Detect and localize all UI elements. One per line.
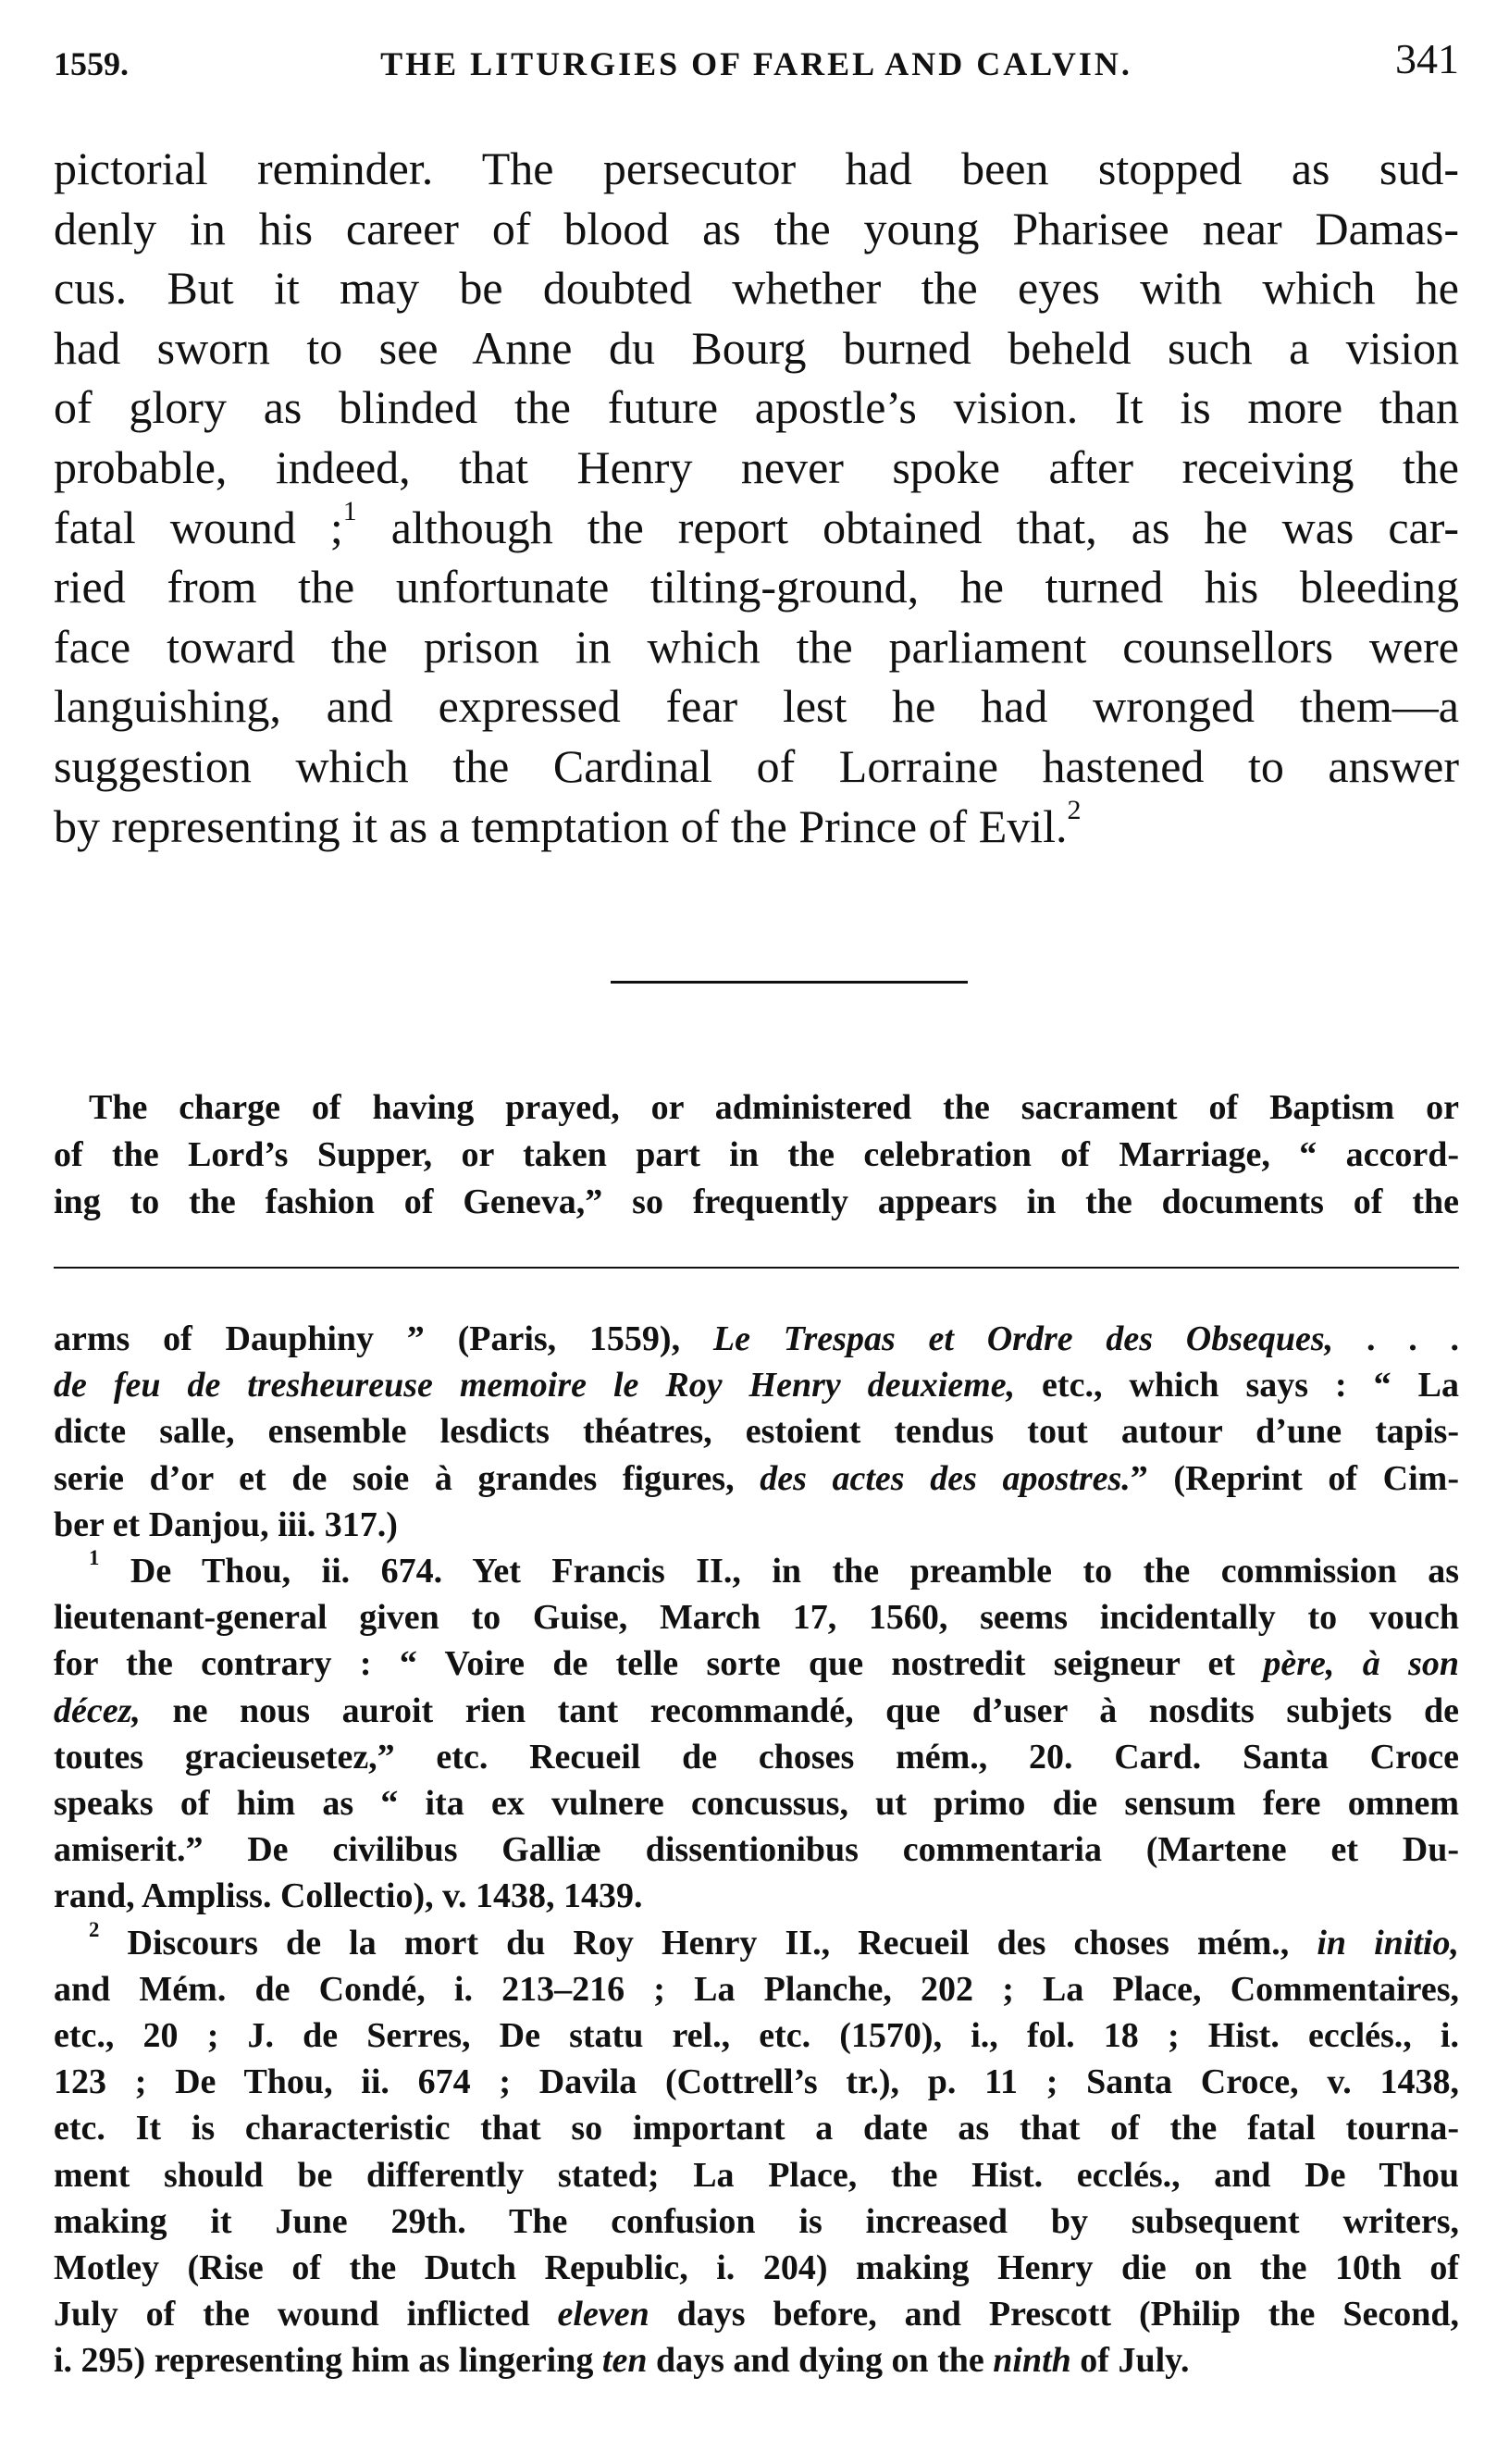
- text-segment: denly in his career of blood as the young Pharisee near Damas-: [54, 202, 1459, 254]
- text-segment: speaks of him as “ ita ex vulnere concussus, ut primo die sensum fere omnem: [54, 1784, 1459, 1824]
- text-segment: lieutenant-general given to Guise, March 17, 1560, seems incidentally to vouch: [54, 1598, 1459, 1638]
- running-header: [54, 28, 1459, 83]
- text-segment: etc., 20 ; J. de Serres, De statu rel., etc. (1570), i., fol. 18 ; Hist. ecclés., i.: [54, 2016, 1459, 2056]
- text-segment: and Mém. de Condé, i. 213–216 ; La Planche, 202 ; La Place, Commentaires,: [54, 1969, 1459, 2009]
- text-line: [54, 1688, 1459, 1734]
- italic-text: ninth: [993, 2341, 1071, 2381]
- text-segment: fatal wound ;: [54, 501, 343, 553]
- footnote-marker: 2: [1067, 794, 1082, 825]
- text-line: [54, 2291, 1459, 2337]
- text-segment: ne nous auroit rien tant recommandé, que d’user à nosdits subjets de: [140, 1690, 1459, 1730]
- text-line: [54, 2198, 1459, 2245]
- text-segment: 123 ; De Thou, ii. 674 ; Davila (Cottrell’s tr.), p. 11 ; Santa Croce, v. 1438,: [54, 2062, 1459, 2102]
- text-line: [54, 557, 1459, 617]
- italic-text: eleven: [557, 2295, 649, 2334]
- text-line: [54, 1362, 1459, 1408]
- text-line: [54, 1826, 1459, 1873]
- footnote-marker: 1: [342, 495, 357, 526]
- text-line: [54, 1502, 1459, 1548]
- text-segment: etc., which says : “ La: [1015, 1366, 1459, 1405]
- text-line: [54, 1641, 1459, 1687]
- text-segment: languishing, and expressed fear lest he had wronged them—a: [54, 680, 1459, 733]
- text-segment: of July.: [1070, 2341, 1190, 2381]
- section-divider: [611, 981, 968, 984]
- text-segment: Motley (Rise of the Dutch Republic, i. 204) making Henry die on the 10th of: [54, 2248, 1459, 2288]
- text-segment: of the Lord’s Supper, or taken part in the celebration of Marriage, “ accord-: [54, 1135, 1459, 1174]
- text-line: [54, 737, 1459, 797]
- text-line: [54, 2152, 1459, 2198]
- section-paragraph: [54, 1084, 1459, 1226]
- text-segment: although the report obtained that, as he was car-: [356, 501, 1460, 553]
- text-segment: by representing it as a temptation of the Prince of Evil.: [54, 799, 1068, 852]
- text-line: [54, 1408, 1459, 1455]
- text-line: [54, 1734, 1459, 1780]
- text-segment: De Thou, ii. 674. Yet Francis II., in the preamble to the commission as: [99, 1552, 1459, 1591]
- text-line: [54, 1548, 1459, 1594]
- header-year: 1559.: [54, 45, 129, 82]
- text-segment: days and dying on the: [647, 2341, 994, 2381]
- italic-text: décez,: [54, 1690, 141, 1730]
- text-line: [54, 1455, 1459, 1502]
- italic-text: ten: [601, 2341, 648, 2381]
- text-segment: for the contrary : “ Voire de telle sorte que nostredit seigneur et: [54, 1644, 1264, 1684]
- text-line: [54, 139, 1459, 199]
- main-paragraph: [54, 139, 1459, 856]
- text-segment: etc. It is characteristic that so important a date as that of the fatal tourna-: [54, 2109, 1459, 2148]
- text-segment: rand, Ampliss. Collectio), v. 1438, 1439.: [54, 1876, 643, 1916]
- text-line: [54, 2012, 1459, 2059]
- footnote-marker: 2: [89, 1917, 100, 1941]
- text-segment: pictorial reminder. The persecutor had been stopped as sud-: [54, 142, 1459, 194]
- text-segment: dicte salle, ensemble lesdicts théatres, estoient tendus tout autour d’une tapis-: [54, 1412, 1459, 1452]
- text-segment: ing to the fashion of Geneva,” so frequently appears in the documents of the: [54, 1182, 1459, 1221]
- text-line: [54, 318, 1459, 378]
- text-line: [54, 1316, 1459, 1362]
- text-segment: Discours de la mort du Roy Henry II., Recueil des choses mém.,: [99, 1923, 1317, 1963]
- text-segment: of glory as blinded the future apostle’s vision. It is more than: [54, 381, 1459, 434]
- text-line: [54, 1179, 1459, 1226]
- text-line: [54, 258, 1459, 318]
- text-segment: i. 295) representing him as lingering: [54, 2341, 602, 2381]
- text-line: [54, 1780, 1459, 1826]
- text-line: [54, 438, 1459, 498]
- text-segment: probable, indeed, that Henry never spoke after receiving the: [54, 440, 1459, 493]
- text-line: [54, 794, 1459, 857]
- text-line: [54, 2059, 1459, 2105]
- italic-text: Le Trespas et Ordre des Obseques,: [712, 1319, 1334, 1358]
- italic-text: de feu de tresheureuse memoire le Roy Henry deuxieme,: [54, 1366, 1016, 1405]
- text-segment: making it June 29th. The confusion is increased by subsequent writers,: [54, 2201, 1459, 2241]
- footnotes: [54, 1316, 1459, 2384]
- text-line: [54, 495, 1460, 558]
- text-line: [54, 2105, 1459, 2151]
- italic-text: père, à son: [1263, 1644, 1459, 1684]
- text-line: [54, 2245, 1459, 2291]
- text-segment: days before, and Prescott (Philip the Second,: [649, 2295, 1459, 2334]
- text-line: [54, 199, 1459, 259]
- text-segment: ment should be differently stated; La Place, the Hist. ecclés., and De Thou: [54, 2155, 1459, 2195]
- text-line: [54, 617, 1459, 677]
- text-line: [54, 1966, 1459, 2012]
- text-segment: ried from the unfortunate tilting-ground, he turned his bleeding: [54, 561, 1459, 613]
- footnote-marker: 1: [89, 1546, 100, 1570]
- text-segment: July of the wound inflicted: [54, 2295, 558, 2334]
- text-segment: serie d’or et de soie à grandes figures,: [54, 1458, 761, 1498]
- page-number: 341: [1395, 35, 1459, 82]
- text-segment: arms of Dauphiny ” (Paris, 1559),: [54, 1319, 713, 1358]
- text-segment: toutes gracieusetez,” etc. Recueil de choses mém., 20. Card. Santa Croce: [54, 1737, 1459, 1777]
- text-line: [54, 378, 1459, 438]
- text-segment: face toward the prison in which the parliament counsellors were: [54, 620, 1459, 673]
- text-segment: suggestion which the Cardinal of Lorraine hastened to answer: [54, 739, 1459, 792]
- header-title: THE LITURGIES OF FAREL AND CALVIN.: [380, 45, 1132, 82]
- text-segment: ” (Reprint of Cim-: [1130, 1458, 1459, 1498]
- text-segment: . . .: [1333, 1319, 1460, 1358]
- text-segment: had sworn to see Anne du Bourg burned beheld such a vision: [54, 321, 1459, 374]
- text-line: [54, 2337, 1459, 2384]
- footnote-rule: [54, 1267, 1459, 1269]
- text-line: [54, 676, 1459, 737]
- italic-text: des actes des apostres.: [760, 1458, 1131, 1498]
- text-line: [54, 1132, 1459, 1179]
- text-segment: ber et Danjou, iii. 317.): [54, 1504, 398, 1544]
- text-segment: The charge of having prayed, or administered the sacrament of Baptism or: [89, 1088, 1459, 1127]
- text-segment: cus. But it may be doubted whether the eyes with which he: [54, 262, 1459, 315]
- text-line: [54, 1594, 1459, 1641]
- text-line: [54, 1917, 1459, 1966]
- text-line: [54, 1873, 1459, 1919]
- text-line: [54, 1084, 1459, 1132]
- italic-text: in initio,: [1317, 1923, 1459, 1963]
- text-segment: amiserit.” De civilibus Galliæ dissentionibus commentaria (Martene et Du-: [54, 1830, 1459, 1870]
